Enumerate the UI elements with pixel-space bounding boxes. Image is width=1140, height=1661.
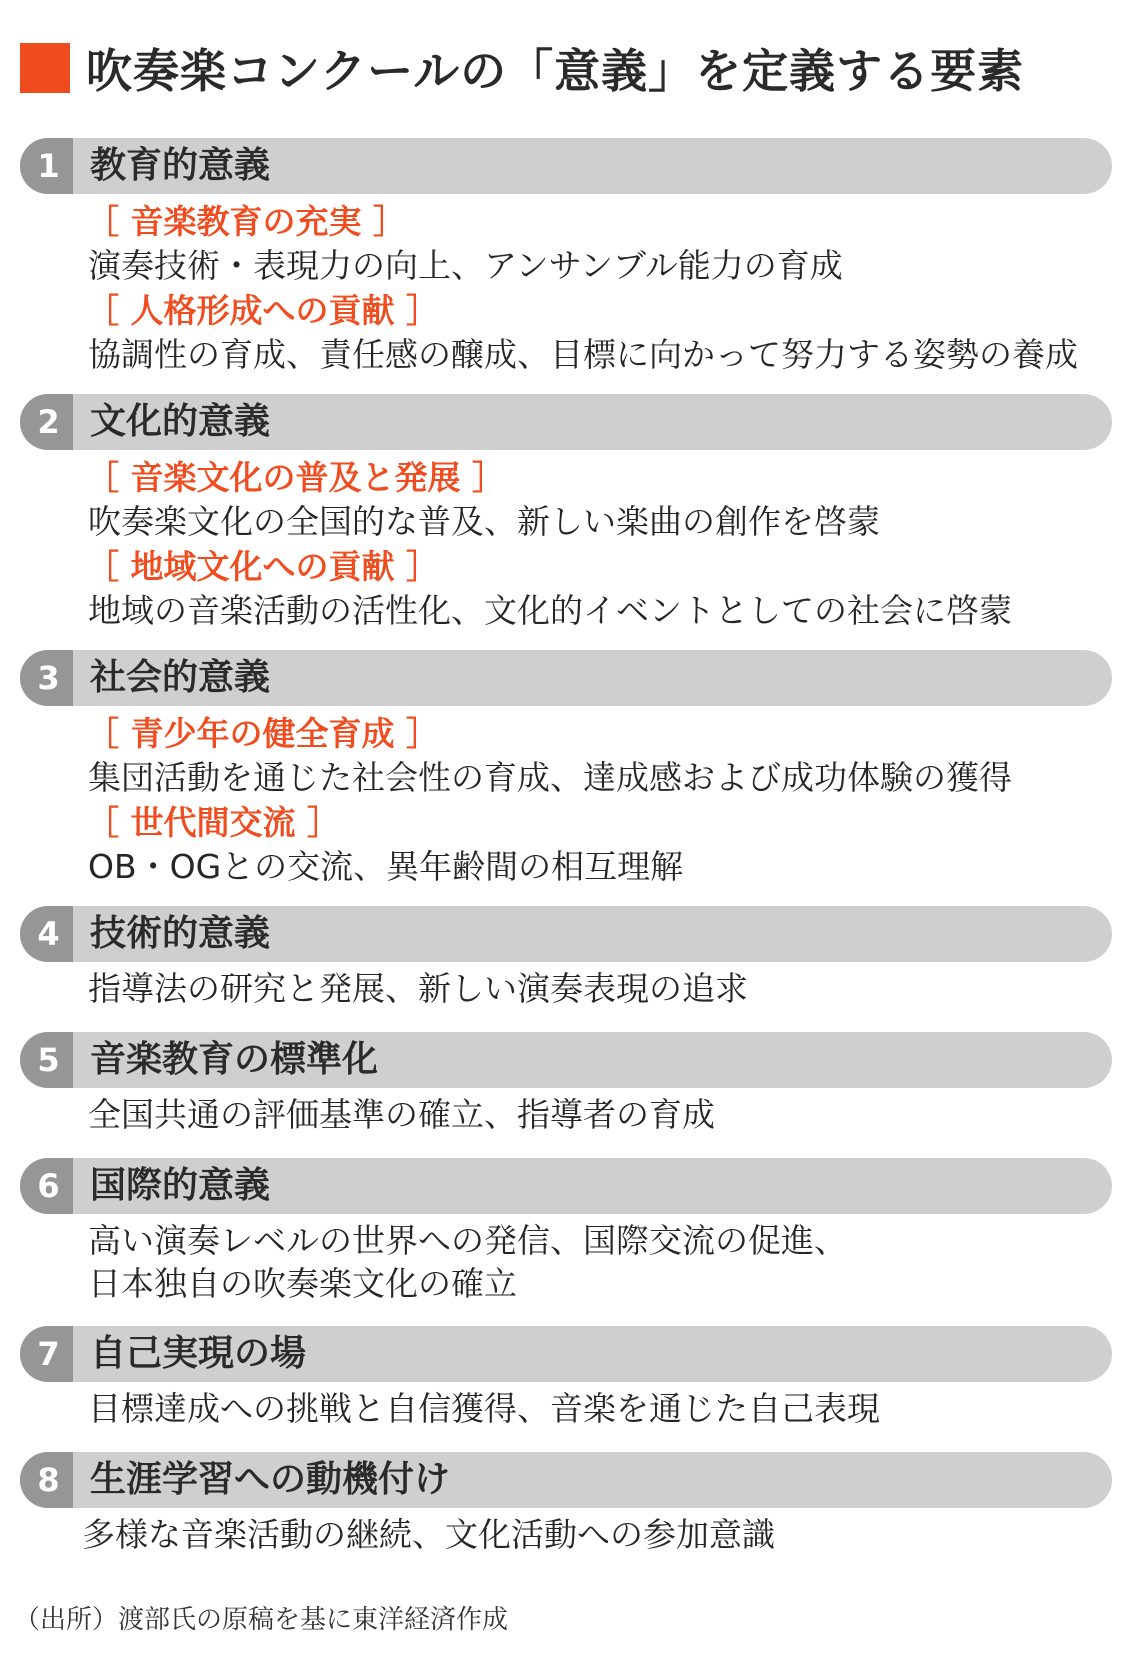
section-2-subheading-1: ［ 音楽文化の普及と発展 ］ — [86, 458, 505, 497]
section-4-bar — [20, 906, 1112, 962]
page-title-row — [20, 40, 1024, 96]
section-3-text-2: OB・OGとの交流、異年齢間の相互理解 — [88, 847, 684, 886]
section-1-title: 教育的意義 — [90, 145, 271, 186]
section-5-text: 全国共通の評価基準の確立、指導者の育成 — [88, 1095, 715, 1134]
section-7-bar — [20, 1326, 1112, 1382]
section-8-number: 8 — [20, 1452, 73, 1508]
section-3-subheading-1: ［ 青少年の健全育成 ］ — [86, 714, 439, 753]
section-3-subheading-2: ［ 世代間交流 ］ — [86, 803, 340, 842]
section-1-subheading-1: ［ 音楽教育の充実 ］ — [86, 202, 406, 241]
section-2-subheading-2: ［ 地域文化への貢献 ］ — [86, 547, 439, 586]
section-1-bar — [20, 138, 1112, 194]
page-title: 吹奏楽コンクールの「意義」を定義する要素 — [86, 44, 1025, 98]
section-6-bar — [20, 1158, 1112, 1214]
section-1-text-2: 協調性の育成、責任感の醸成、目標に向かって努力する姿勢の養成 — [88, 335, 1078, 374]
section-2-text-1: 吹奏楽文化の全国的な普及、新しい楽曲の創作を啓蒙 — [88, 502, 880, 541]
section-4-text: 指導法の研究と発展、新しい演奏表現の追求 — [88, 969, 748, 1008]
section-7-text: 目標達成への挑戦と自信獲得、音楽を通じた自己表現 — [88, 1389, 880, 1428]
section-3-bar — [20, 650, 1112, 706]
section-4-number: 4 — [20, 906, 73, 962]
section-6-title: 国際的意義 — [90, 1165, 271, 1206]
section-2-number: 2 — [20, 394, 73, 450]
section-3-title: 社会的意義 — [90, 657, 271, 698]
section-6-text-line-2: 日本独自の吹奏楽文化の確立 — [88, 1264, 517, 1303]
section-3-text-1: 集団活動を通じた社会性の育成、達成感および成功体験の獲得 — [88, 758, 1012, 797]
section-1-text-1: 演奏技術・表現力の向上、アンサンブル能力の育成 — [88, 246, 843, 285]
section-2-title: 文化的意義 — [90, 401, 271, 442]
section-6-number: 6 — [20, 1158, 73, 1214]
section-8-bar — [20, 1452, 1112, 1508]
section-2-bar — [20, 394, 1112, 450]
title-square-icon — [20, 43, 70, 93]
section-5-title: 音楽教育の標準化 — [90, 1039, 379, 1080]
section-3-number: 3 — [20, 650, 73, 706]
section-5-number: 5 — [20, 1032, 73, 1088]
section-7-title: 自己実現の場 — [90, 1333, 307, 1374]
section-4-title: 技術的意義 — [90, 913, 271, 954]
section-2-text-2: 地域の音楽活動の活性化、文化的イベントとしての社会に啓蒙 — [88, 591, 1012, 630]
section-8-title: 生涯学習への動機付け — [90, 1459, 451, 1500]
section-6-text-line-1: 高い演奏レベルの世界への発信、国際交流の促進、 — [88, 1221, 847, 1260]
section-5-bar — [20, 1032, 1112, 1088]
source-note: （出所）渡部氏の原稿を基に東洋経済作成 — [14, 1605, 509, 1635]
section-8-text: 多様な音楽活動の継続、文化活動への参加意識 — [82, 1515, 775, 1554]
section-1-number: 1 — [20, 138, 73, 194]
section-7-number: 7 — [20, 1326, 73, 1382]
section-1-subheading-2: ［ 人格形成への貢献 ］ — [86, 291, 439, 330]
